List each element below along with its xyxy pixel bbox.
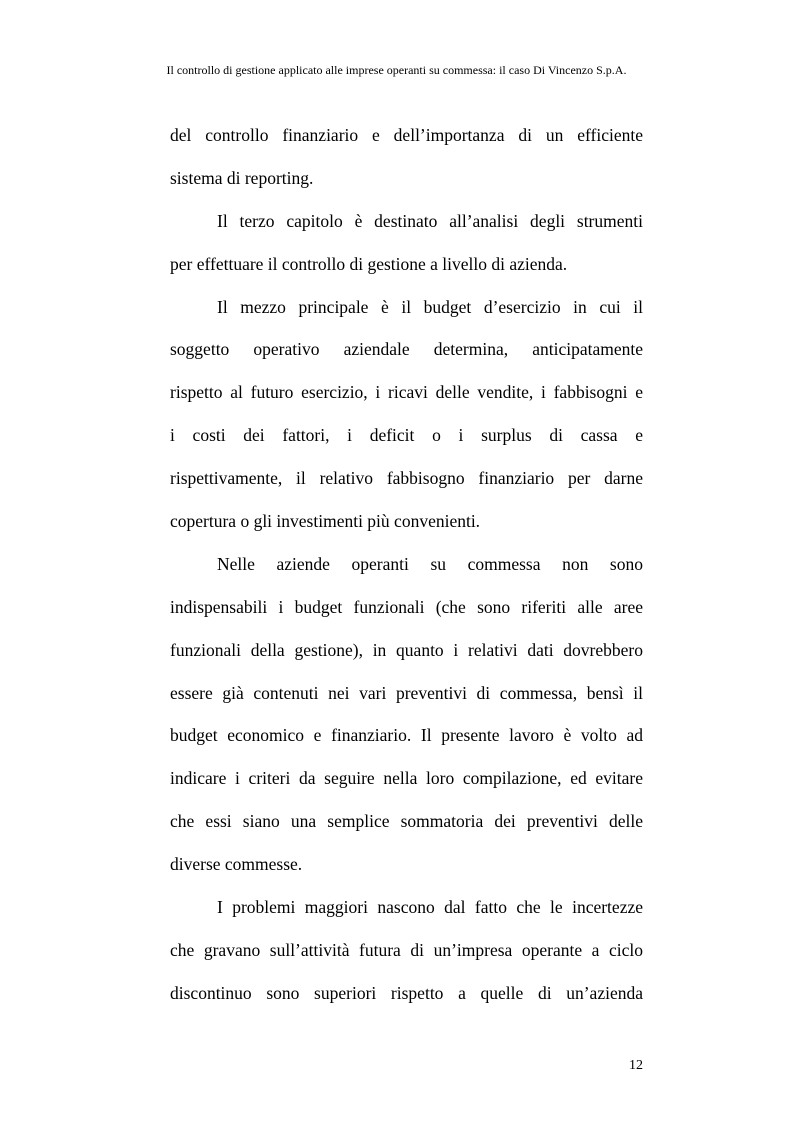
paragraph-2 xyxy=(170,200,643,286)
text-line: indicare i criteri da seguire nella loro compilazione, ed evitare xyxy=(170,768,643,789)
text-line: che gravano sull’attività futura di un’impresa operante a ciclo xyxy=(170,939,643,960)
text-line: i costi dei fattori, i deficit o i surplus di cassa e xyxy=(170,425,643,446)
text-line: diverse commesse. xyxy=(170,854,303,875)
text-line: indispensabili i budget funzionali (che sono riferiti alle aree xyxy=(170,596,643,617)
text-line: del controllo finanziario e dell’importanza di un efficiente xyxy=(170,125,643,145)
paragraph-5 xyxy=(170,886,643,1015)
text-line: Nelle aziende operanti su commessa non sono xyxy=(217,553,643,574)
text-line: funzionali della gestione), in quanto i relativi dati dovrebbero xyxy=(170,639,643,660)
text-line: che essi siano una semplice sommatoria dei preventivi delle xyxy=(170,811,643,832)
body-text xyxy=(170,114,643,1015)
text-line: rispetto al futuro esercizio, i ricavi delle vendite, i fabbisogni e xyxy=(170,382,643,403)
text-line: copertura o gli investimenti più convenienti. xyxy=(170,511,481,532)
paragraph-3 xyxy=(170,286,643,543)
text-line: sistema di reporting. xyxy=(170,167,314,188)
text-line: Il terzo capitolo è destinato all’analisi degli strumenti xyxy=(217,210,643,231)
text-line: budget economico e finanziario. Il presente lavoro è volto ad xyxy=(170,725,643,746)
paragraph-4 xyxy=(170,543,643,886)
text-line: discontinuo sono superiori rispetto a quelle di un’azienda xyxy=(170,982,643,1003)
text-line: per effettuare il controllo di gestione a livello di azienda. xyxy=(170,253,568,274)
running-header: Il controllo di gestione applicato alle imprese operanti su commessa: il caso Di Vincenzo S.p.A. xyxy=(166,63,627,77)
text-line: essere già contenuti nei vari preventivi di commessa, bensì il xyxy=(170,682,643,703)
page-number: 12 xyxy=(629,1058,643,1073)
text-line: rispettivamente, il relativo fabbisogno finanziario per darne xyxy=(170,468,643,489)
text-line: Il mezzo principale è il budget d’esercizio in cui il xyxy=(217,296,643,317)
text-line: soggetto operativo aziendale determina, anticipatamente xyxy=(170,339,643,360)
text-line: I problemi maggiori nascono dal fatto che le incertezze xyxy=(217,897,643,918)
paragraph-1 xyxy=(170,114,643,200)
